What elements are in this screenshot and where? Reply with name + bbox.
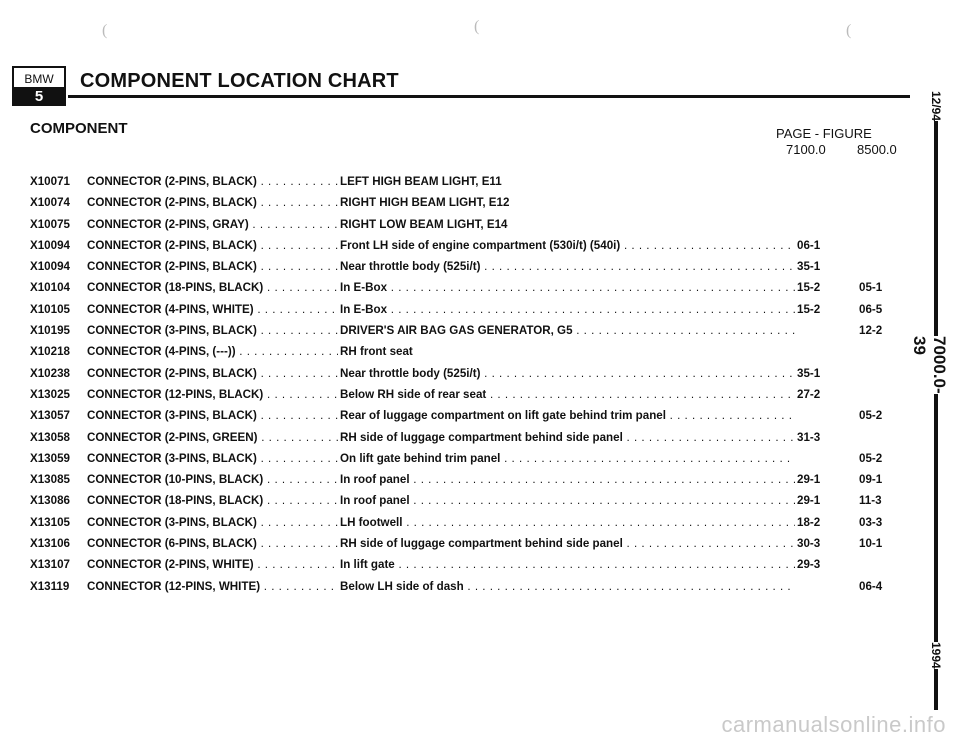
page-figure-7100: 35-1 <box>797 366 821 380</box>
table-row <box>30 388 910 409</box>
page-figure-header: PAGE - FIGURE <box>776 126 872 141</box>
side-page-number: 7000.0-39 <box>906 336 952 394</box>
connector-description: CONNECTOR (2-PINS, BLACK) . . . <box>87 260 338 273</box>
connector-description: CONNECTOR (18-PINS, BLACK) . . . <box>87 281 338 294</box>
table-row <box>30 516 910 537</box>
component-location: In lift gate . . . <box>340 558 795 571</box>
component-code: X13025 <box>30 387 70 401</box>
table-row <box>30 196 910 217</box>
connector-description: CONNECTOR (18-PINS, BLACK) . . . <box>87 494 338 507</box>
connector-description: CONNECTOR (12-PINS, BLACK) . . . <box>87 388 338 401</box>
component-location: LEFT HIGH BEAM LIGHT, E11 <box>340 175 502 188</box>
connector-description: CONNECTOR (2-PINS, GREEN) . . . <box>87 431 338 444</box>
component-code: X13057 <box>30 409 70 423</box>
component-location: In E-Box . . . <box>340 303 795 316</box>
page-figure-7100: 27-2 <box>797 387 821 401</box>
component-code: X10094 <box>30 238 70 252</box>
page-figure-7100: 35-1 <box>797 260 821 274</box>
connector-description: CONNECTOR (2-PINS, BLACK) . . . <box>87 175 338 188</box>
page-figure-7100: 29-1 <box>797 494 821 508</box>
connector-description: CONNECTOR (2-PINS, BLACK) . . . <box>87 367 338 380</box>
table-row <box>30 218 910 239</box>
component-code: X10218 <box>30 345 70 359</box>
side-year: 1994 <box>926 642 946 669</box>
component-code: X13086 <box>30 494 70 508</box>
component-location: Below RH side of rear seat . . . <box>340 388 795 401</box>
scan-mark: ( <box>102 22 108 39</box>
component-code: X10195 <box>30 324 70 338</box>
component-code: X13106 <box>30 537 70 551</box>
connector-description: CONNECTOR (3-PINS, BLACK) . . . <box>87 516 338 529</box>
scan-mark: ( <box>846 22 852 39</box>
watermark: carmanualsonline.info <box>721 712 946 737</box>
page-figure-7100: 15-2 <box>797 281 821 295</box>
component-location: On lift gate behind trim panel . . . <box>340 452 795 465</box>
side-date: 12/94 <box>926 91 946 121</box>
table-row <box>30 303 910 324</box>
connector-description: CONNECTOR (2-PINS, WHITE) . . . <box>87 558 338 571</box>
page-figure-8500: 05-1 <box>859 281 883 295</box>
document-title: COMPONENT LOCATION CHART <box>80 70 399 92</box>
table-row <box>30 260 910 281</box>
component-location: LH footwell . . . <box>340 516 795 529</box>
component-code: X13119 <box>30 579 70 593</box>
side-rule <box>934 92 938 710</box>
connector-description: CONNECTOR (3-PINS, BLACK) . . . <box>87 452 338 465</box>
component-code: X10238 <box>30 366 70 380</box>
table-row <box>30 345 910 366</box>
bmw-5-series-logo <box>12 66 66 106</box>
component-location: Near throttle body (525i/t) . . . <box>340 260 795 273</box>
component-code: X10104 <box>30 281 70 295</box>
page-figure-7100: 18-2 <box>797 515 821 529</box>
page-figure-col-1: 7100.0 <box>786 142 826 157</box>
component-location: In roof panel . . . <box>340 494 795 507</box>
logo-top-text: BMW <box>24 72 54 86</box>
page-figure-7100: 15-2 <box>797 302 821 316</box>
component-location: RIGHT HIGH BEAM LIGHT, E12 <box>340 196 510 210</box>
component-code: X13085 <box>30 473 70 487</box>
page-figure-8500: 10-1 <box>859 537 883 551</box>
connector-description: CONNECTOR (10-PINS, BLACK) . . . <box>87 473 338 486</box>
component-code: X10105 <box>30 302 70 316</box>
page-figure-7100: 29-3 <box>797 558 821 572</box>
table-row <box>30 281 910 302</box>
page-figure-8500: 06-4 <box>859 579 883 593</box>
component-code: X10075 <box>30 217 70 231</box>
scan-mark: ( <box>474 18 480 35</box>
component-location: In E-Box . . . <box>340 281 795 294</box>
table-row <box>30 558 910 579</box>
component-location: RH side of luggage compartment behind side panel . . . <box>340 537 795 550</box>
title-rule <box>68 95 910 98</box>
component-code: X13105 <box>30 515 70 529</box>
component-code: X13059 <box>30 451 70 465</box>
page-figure-8500: 05-2 <box>859 409 883 423</box>
table-row <box>30 239 910 260</box>
page-figure-8500: 11-3 <box>859 494 882 508</box>
logo-bottom-text: 5 <box>34 88 44 105</box>
component-code: X13058 <box>30 430 70 444</box>
component-code: X13107 <box>30 558 70 572</box>
component-list <box>30 175 910 601</box>
component-code: X10074 <box>30 196 70 210</box>
component-location: Near throttle body (525i/t) . . . <box>340 367 795 380</box>
connector-description: CONNECTOR (2-PINS, BLACK) . . . <box>87 239 338 252</box>
page-figure-7100: 30-3 <box>797 537 821 551</box>
table-row <box>30 409 910 430</box>
table-row <box>30 580 910 601</box>
page-figure-7100: 31-3 <box>797 430 821 444</box>
connector-description: CONNECTOR (4-PINS, WHITE) . . . <box>87 303 338 316</box>
table-row <box>30 473 910 494</box>
component-code: X10071 <box>30 175 70 188</box>
page-figure-7100: 29-1 <box>797 473 821 487</box>
page-figure-8500: 09-1 <box>859 473 883 487</box>
component-location: DRIVER'S AIR BAG GAS GENERATOR, G5 . . . <box>340 324 795 337</box>
connector-description: CONNECTOR (3-PINS, BLACK) . . . <box>87 409 338 422</box>
page-figure-8500: 06-5 <box>859 302 883 316</box>
connector-description: CONNECTOR (12-PINS, WHITE) . . . <box>87 580 338 593</box>
table-row <box>30 452 910 473</box>
table-row <box>30 367 910 388</box>
table-row <box>30 175 910 196</box>
component-location: Below LH side of dash . . . <box>340 580 795 593</box>
connector-description: CONNECTOR (4-PINS, (---)) . . . <box>87 345 338 358</box>
page-figure-8500: 05-2 <box>859 451 883 465</box>
connector-description: CONNECTOR (6-PINS, BLACK) . . . <box>87 537 338 550</box>
component-location: RH front seat <box>340 345 413 359</box>
connector-description: CONNECTOR (3-PINS, BLACK) . . . <box>87 324 338 337</box>
page-figure-8500: 03-3 <box>859 515 883 529</box>
component-location: In roof panel . . . <box>340 473 795 486</box>
connector-description: CONNECTOR (2-PINS, BLACK) . . . <box>87 196 338 209</box>
page-figure-8500: 12-2 <box>859 324 883 338</box>
table-row <box>30 537 910 558</box>
table-row <box>30 494 910 515</box>
component-location: RIGHT LOW BEAM LIGHT, E14 <box>340 217 508 231</box>
component-column-header: COMPONENT <box>30 120 128 137</box>
connector-description: CONNECTOR (2-PINS, GRAY) . . . <box>87 218 338 231</box>
component-location: Front LH side of engine compartment (530i/t) (540i) . . . <box>340 239 795 252</box>
table-row <box>30 431 910 452</box>
component-code: X10094 <box>30 260 70 274</box>
page-figure-col-2: 8500.0 <box>857 142 897 157</box>
table-row <box>30 324 910 345</box>
component-location: RH side of luggage compartment behind side panel . . . <box>340 431 795 444</box>
page-figure-7100: 06-1 <box>797 238 821 252</box>
component-location: Rear of luggage compartment on lift gate behind trim panel . . . <box>340 409 795 422</box>
